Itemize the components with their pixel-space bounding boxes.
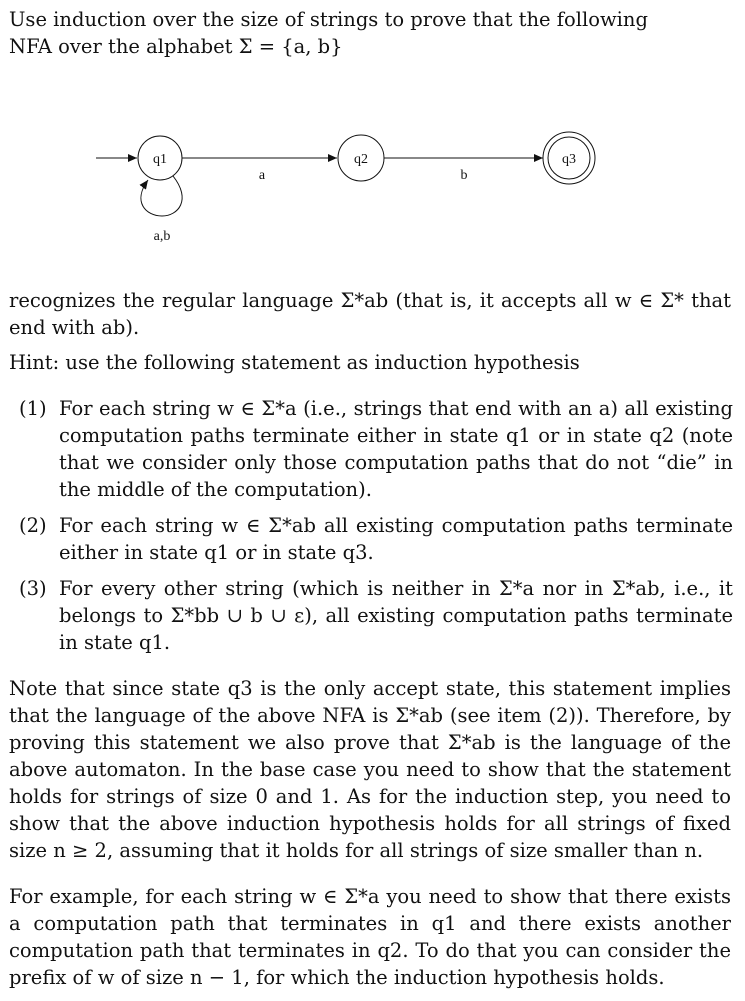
hint-paragraph: Hint: use the following statement as induction hypothesis bbox=[9, 351, 580, 374]
self-loop-q1 bbox=[141, 176, 182, 216]
intro-line-1: Use induction over the size of strings to prove that the following bbox=[9, 8, 648, 31]
hypothesis-item-2 bbox=[19, 512, 733, 566]
nfa-diagram bbox=[0, 110, 745, 270]
recognizes-paragraph: recognizes the regular language Σ*ab (that is, it accepts all w ∈ Σ* that end with ab). bbox=[9, 289, 731, 339]
state-q3-label: q3 bbox=[562, 152, 576, 167]
intro-paragraph bbox=[9, 6, 731, 60]
item-2-text: For each string w ∈ Σ*ab all existing computation paths terminate either in state q1 or in state q3. bbox=[59, 514, 733, 564]
hypothesis-item-1 bbox=[19, 395, 733, 503]
item-3-text: For every other string (which is neither in Σ*a nor in Σ*ab, i.e., it belongs to Σ*bb ∪ b ∪ ε), all existing computation paths terminate in state q1. bbox=[59, 577, 733, 654]
hypothesis-item-3 bbox=[19, 575, 733, 656]
state-q2-label: q2 bbox=[354, 152, 368, 167]
transition-label-b: b bbox=[460, 168, 468, 183]
example-paragraph: For example, for each string w ∈ Σ*a you need to show that there exists a computation path that terminates in q1 and there exists another computation path that terminates in q2. To do that you can consider the prefix of w of size n − 1, for which the induction hypothesis holds. bbox=[9, 885, 731, 989]
state-q1-label: q1 bbox=[153, 152, 167, 167]
item-3-number: (3) bbox=[19, 577, 47, 600]
transition-label-a: a bbox=[258, 168, 266, 183]
intro-line-2: NFA over the alphabet Σ = {a, b} bbox=[9, 35, 343, 58]
item-2-number: (2) bbox=[19, 514, 47, 537]
item-1-text: For each string w ∈ Σ*a (i.e., strings that end with an a) all existing computation paths terminate either in state q1 or in state q2 (note that we consider only those computation paths that do not “die” in the middle of the computation). bbox=[59, 397, 733, 501]
note-paragraph: Note that since state q3 is the only accept state, this statement implies that the language of the above NFA is Σ*ab (see item (2)). Therefore, by proving this statement we also prove that Σ*ab is the language of the above automaton. In the base case you need to show that the statement holds for strings of size 0 and 1. As for the induction step, you need to show that the above induction hypothesis holds for all strings of fixed size n ≥ 2, assuming that it holds for all strings of size smaller than n. bbox=[9, 677, 731, 862]
loop-label-q1: a,b bbox=[153, 229, 171, 244]
item-1-number: (1) bbox=[19, 397, 47, 420]
